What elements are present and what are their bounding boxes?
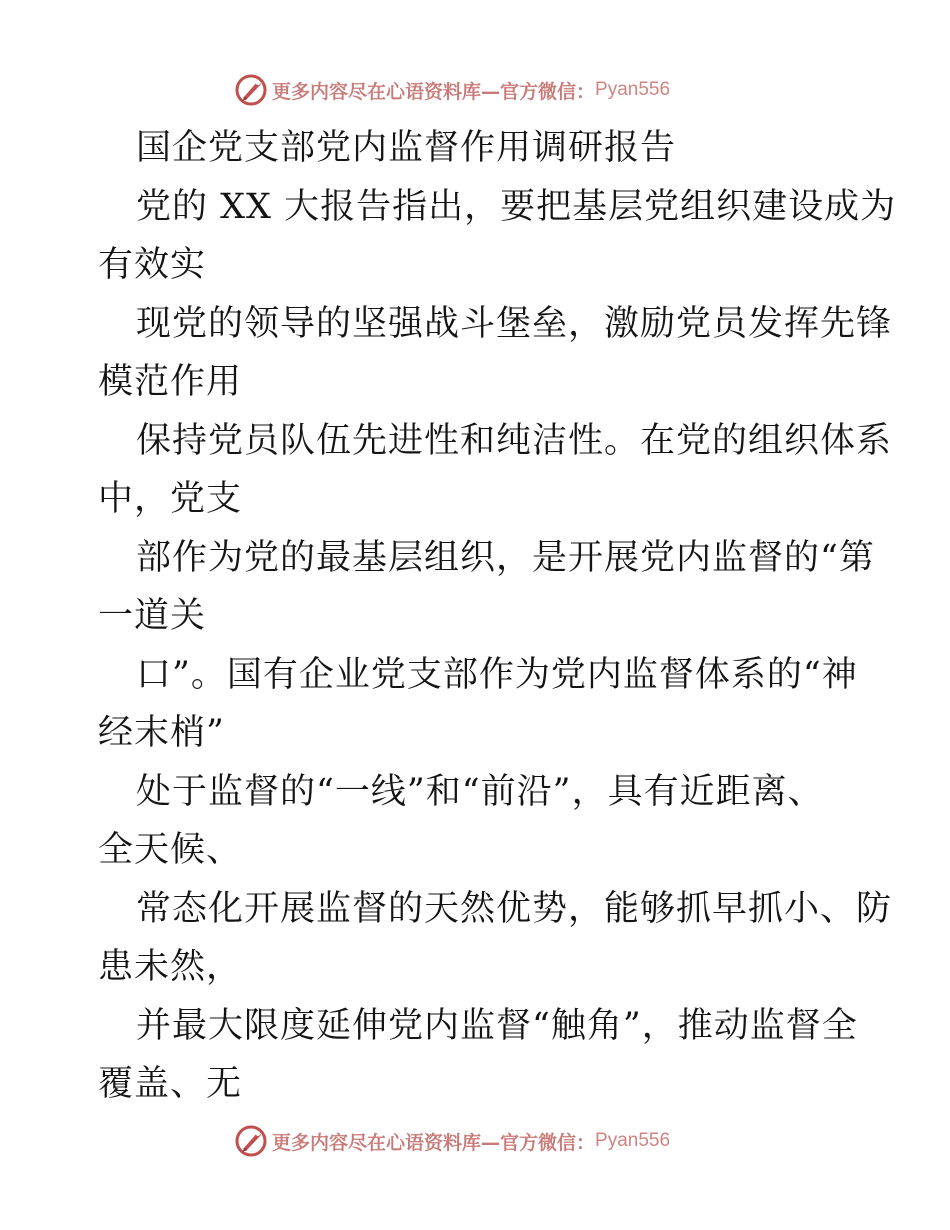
- paragraph-line: 口”。国有企业党支部作为党内监督体系的“神: [136, 655, 858, 695]
- paragraph-line: 保持党员队伍先进性和纯洁性。在党的组织体系: [136, 421, 893, 461]
- paragraph-line: 有效实: [98, 245, 207, 285]
- banner-text: 更多内容尽在心语资料库—官方微信：: [272, 80, 596, 103]
- header-watermark-banner: [0, 70, 950, 110]
- document-title: 国企党支部党内监督作用调研报告: [136, 128, 677, 168]
- paragraph-line: 模范作用: [98, 362, 243, 402]
- paragraph-line: 现党的领导的坚强战斗堡垒，激励党员发挥先锋: [136, 304, 893, 344]
- paragraph-line: 中，党支: [98, 479, 243, 519]
- paragraph-line: 经末梢”: [98, 713, 225, 753]
- banner-text: 更多内容尽在心语资料库—官方微信：: [272, 1131, 596, 1154]
- paragraph-line: 患未然，: [98, 947, 243, 987]
- paragraph-line: 处于监督的“一线”和“前沿”，具有近距离、: [136, 772, 824, 812]
- quill-pen-logo-icon: [234, 1124, 268, 1158]
- paragraph-line: 党的 XX 大报告指出，要把基层党组织建设成为: [136, 187, 897, 227]
- paragraph-line: 部作为党的最基层组织，是开展党内监督的“第: [136, 538, 875, 578]
- paragraph-line: 并最大限度延伸党内监督“触角”，推动监督全: [136, 1006, 858, 1046]
- footer-watermark-banner: [0, 1121, 950, 1161]
- banner-wechat-id: Pyan556: [595, 1130, 671, 1151]
- paragraph-line: 覆盖、无: [98, 1064, 243, 1104]
- banner-wechat-id: Pyan556: [595, 79, 671, 100]
- paragraph-line: 一道关: [98, 596, 207, 636]
- paragraph-line: 常态化开展监督的天然优势，能够抓早抓小、防: [136, 889, 893, 929]
- quill-pen-logo-icon: [234, 73, 268, 107]
- paragraph-line: 全天候、: [98, 830, 243, 870]
